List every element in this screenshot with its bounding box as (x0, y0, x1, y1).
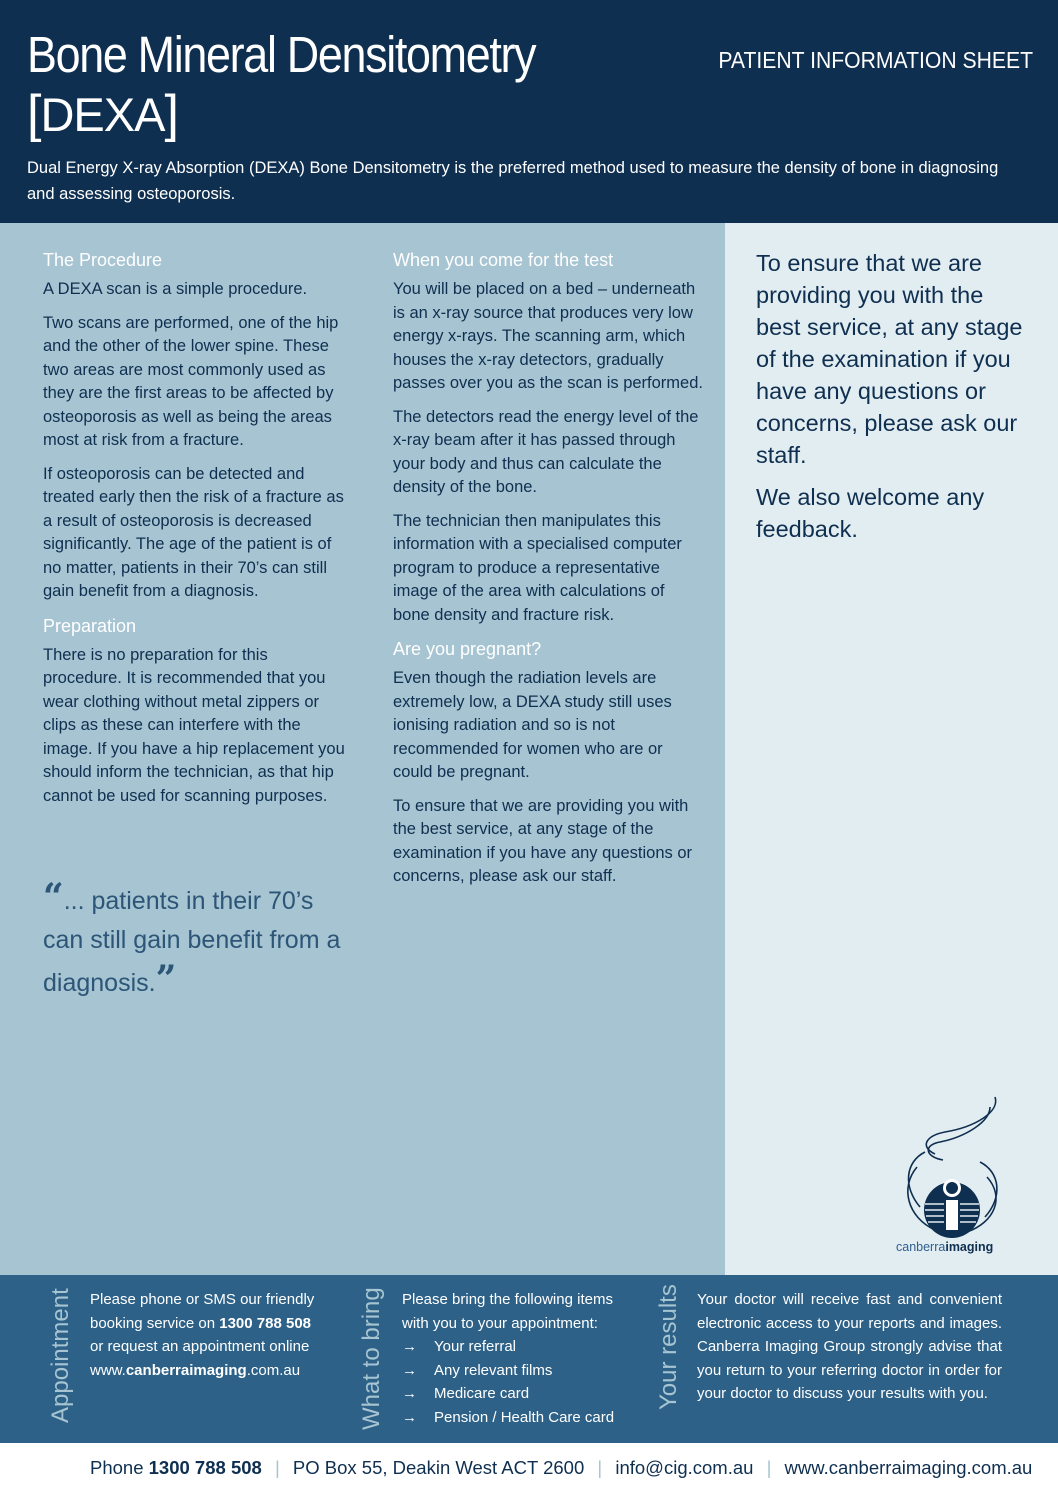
separator: | (274, 1457, 280, 1478)
list-item: → Medicare card (402, 1382, 617, 1406)
subtitle-text: DEXA (40, 88, 165, 141)
info-band (0, 1275, 1058, 1443)
separator: | (597, 1457, 603, 1478)
quote-close-mark: ” (155, 958, 177, 1000)
preparation-paragraph: There is no preparation for this procedure. It is recommended that you wear clothing without metal zippers or clips as these can interfere with the image. If you have a hip replacement you should inform the technician, as that hip cannot be used for scanning purposes. (43, 645, 345, 805)
appointment-phone[interactable]: 1300 788 508 (219, 1314, 312, 1332)
procedure-paragraph: A DEXA scan is a simple procedure. (43, 280, 308, 298)
your-results-label: Your results (655, 1284, 682, 1410)
list-item: → Your referral (402, 1335, 617, 1359)
procedure-paragraph: If osteoporosis can be detected and treated early then the risk of a fracture as a result of osteoporosis is decreased significantly. The age of the patient is of no matter, patients in their 70’s can still gain benefit from a diagnosis. (43, 464, 344, 600)
sheet-label: PATIENT INFORMATION SHEET (718, 47, 1033, 73)
pregnant-heading: Are you pregnant? (393, 639, 542, 659)
procedure-paragraph: Two scans are performed, one of the hip and the other of the lower spine. These two areas are most commonly used as they are the first areas to be affected by osteoporosis as well as being the areas most at risk from a fracture. (43, 313, 339, 449)
canberra-imaging-logo (895, 1092, 1010, 1262)
list-item: → Pension / Health Care card (402, 1406, 617, 1430)
pregnant-paragraph: Even though the radiation levels are extremely low, a DEXA study still uses ionising radiation and so is not recommended for women who are or could be pregnant. (393, 669, 672, 781)
bracket-close: ] (164, 85, 178, 143)
sidebar-paragraph: We also welcome any feedback. (756, 484, 985, 542)
quote-open-mark: “ (43, 876, 64, 918)
what-to-bring-label: What to bring (358, 1287, 385, 1430)
bring-list (402, 1335, 617, 1429)
preparation-heading: Preparation (43, 615, 137, 636)
test-paragraph: You will be placed on a bed – underneath is an x-ray source that produces very low energy x-rays. The scanning arm, which houses the x-ray detectors, gradually passes over you as the scan is performed. (393, 280, 703, 392)
footer-phone-label: Phone (90, 1457, 144, 1478)
pull-quote (43, 878, 343, 1003)
footer-phone[interactable]: 1300 788 508 (148, 1457, 262, 1478)
footer-address: PO Box 55, Deakin West ACT 2600 (292, 1457, 585, 1478)
what-to-bring-text (402, 1288, 617, 1429)
separator: | (766, 1457, 772, 1478)
pregnant-paragraph: To ensure that we are providing you with the best service, at any stage of the examination if you have any questions or concerns, please ask our staff. (393, 796, 693, 885)
bracket-open: [ (27, 85, 41, 143)
test-paragraph: The detectors read the energy level of the x-ray beam after it has passed through your body and thus can calculate the density of the bone. (393, 407, 699, 496)
bring-intro: Please bring the following items with you to your appointment: (402, 1291, 613, 1332)
your-results-text: Your doctor will receive fast and convenient electronic access to your reports and images. Canberra Imaging Group strongly advise that you return to your referring doctor in order for your doctor to discuss your results with you. (697, 1291, 1002, 1402)
intro-text: Dual Energy X-ray Absorption (DEXA) Bone Densitometry is the preferred method used to measure the density of bone in diagnosing and assessing osteoporosis. (27, 159, 999, 203)
middle-column (393, 248, 703, 899)
logo-wordmark: canberraimaging (896, 1240, 994, 1254)
arrow-icon: → (402, 1385, 417, 1402)
sidebar-text (756, 247, 1031, 555)
footer (0, 1443, 1058, 1497)
footer-website-link[interactable]: www.canberraimaging.com.au (784, 1457, 1033, 1478)
list-item: → Any relevant films (402, 1359, 617, 1383)
footer-email-link[interactable]: info@cig.com.au (615, 1457, 754, 1478)
procedure-heading: The Procedure (43, 250, 163, 270)
arrow-icon: → (402, 1408, 417, 1426)
document-subtitle (27, 84, 178, 145)
appointment-text: Please phone or SMS our friendly booking service on 1300 788 508 or request an appointment online www.canberraimaging.com.au (90, 1291, 315, 1379)
arrow-icon: → (402, 1338, 417, 1355)
test-heading: When you come for the test (393, 250, 614, 270)
document-title: Bone Mineral Densitometry (27, 26, 536, 83)
appointment-website-link[interactable]: www.canberraimaging.com.au (90, 1361, 301, 1379)
header-banner (0, 0, 1058, 223)
footer-contact-line (90, 1457, 1032, 1479)
appointment-label: Appointment (47, 1288, 74, 1423)
arrow-icon: → (402, 1361, 417, 1379)
sidebar-paragraph: To ensure that we are providing you with the best service, at any stage of the examination if you have any questions or concerns, please ask our staff. (756, 250, 1023, 468)
left-column (43, 248, 348, 818)
quote-text: ... patients in their 70’s can still gain benefit from a diagnosis. (43, 887, 341, 997)
test-paragraph: The technician then manipulates this information with a specialised computer program to produce a representative image of the area with calculations of bone density and fracture risk. (393, 511, 682, 624)
